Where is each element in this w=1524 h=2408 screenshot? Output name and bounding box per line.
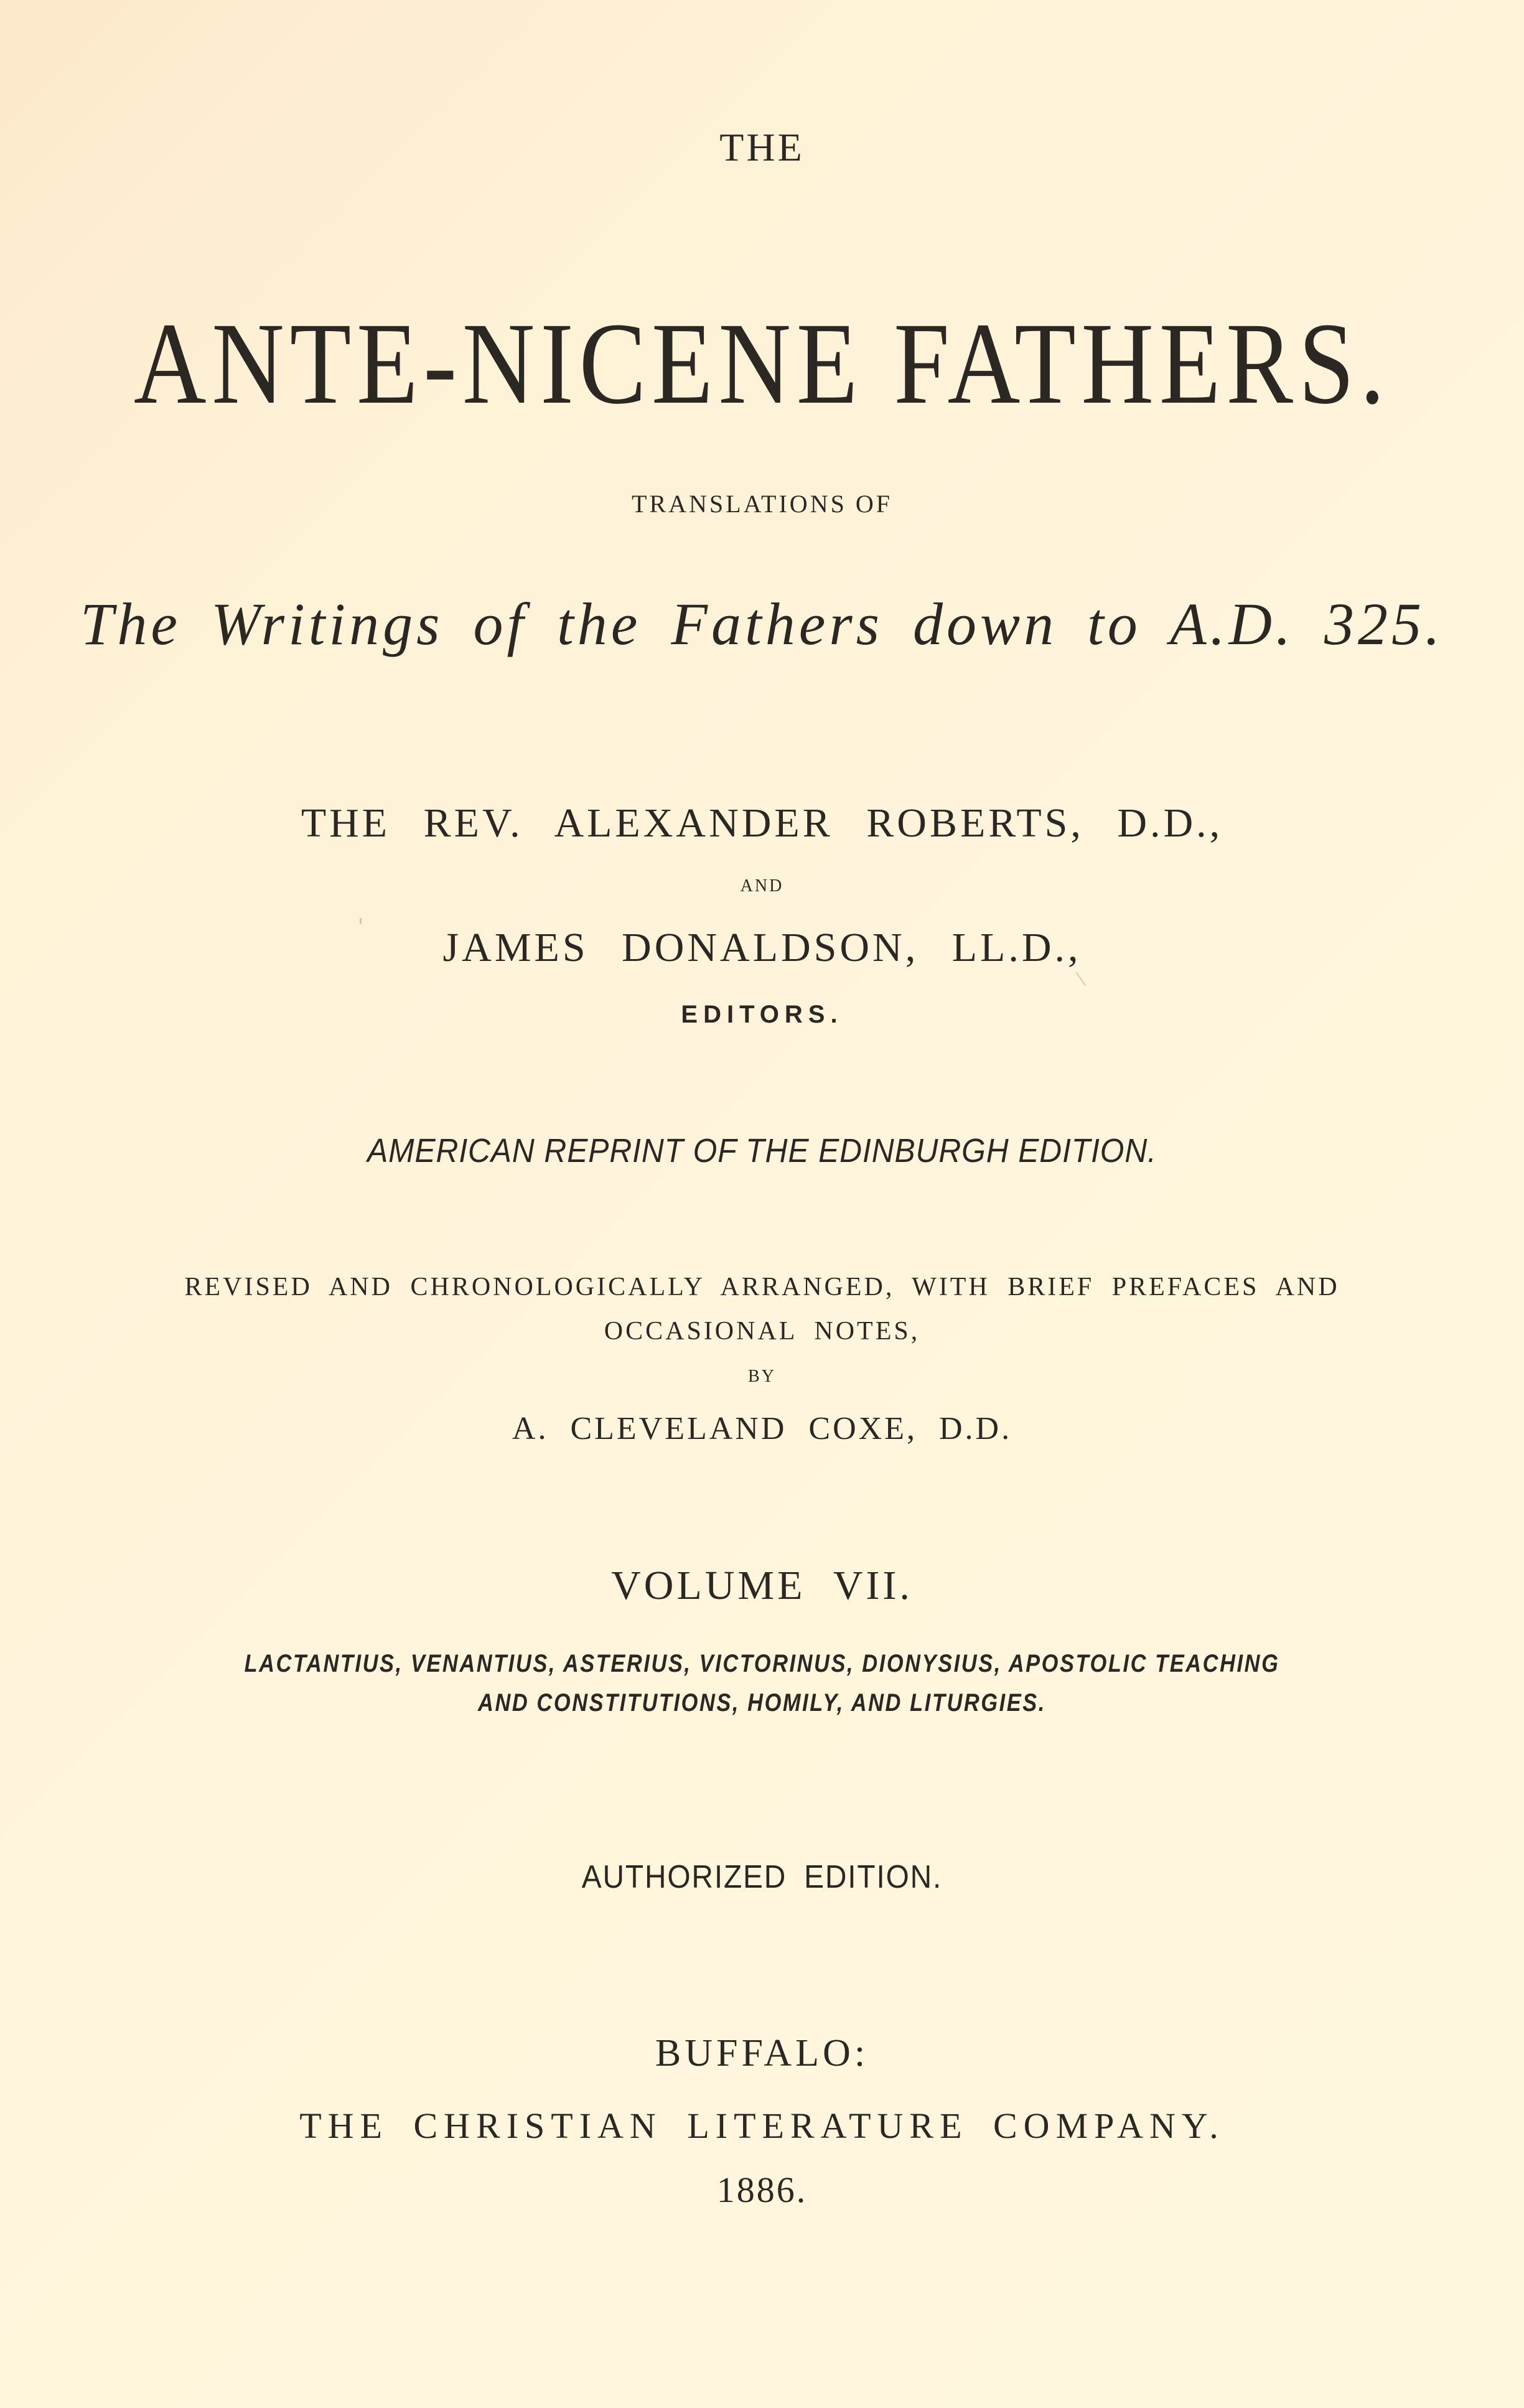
volume-contents-line-1: LACTANTIUS, VENANTIUS, ASTERIUS, VICTORINUS, DIONYSIUS, APOSTOLIC TEACHING [244,1650,1280,1677]
volume-number: VOLUME VII. [611,1563,913,1608]
translations-label: TRANSLATIONS OF [632,490,892,518]
editors-label: EDITORS. [681,1001,843,1028]
reviser-name: A. CLEVELAND COXE, D.D. [512,1411,1012,1446]
conjunction-and: AND [740,876,784,896]
editor-donaldson: JAMES DONALDSON, LL.D., [442,925,1082,970]
volume-contents-line-2: AND CONSTITUTIONS, HOMILY, AND LITURGIES. [478,1689,1046,1717]
imprint-city: BUFFALO: [655,2032,869,2074]
revision-line-1: REVISED AND CHRONOLOGICALLY ARRANGED, WITH BRIEF PREFACES AND [184,1273,1340,1301]
book-subtitle: The Writings of the Fathers down to A.D. 325. [80,591,1444,657]
imprint-year: 1886. [716,2170,808,2210]
paper-speck [360,918,362,924]
title-article: THE [719,125,805,169]
paper-mark [1076,972,1087,986]
revision-line-2: OCCASIONAL NOTES, [604,1317,920,1346]
reprint-note: AMERICAN REPRINT OF THE EDINBURGH EDITION. [367,1132,1157,1169]
edition-note: AUTHORIZED EDITION. [581,1859,943,1895]
book-title: ANTE-NICENE FATHERS. [133,298,1391,428]
by-label: BY [748,1367,776,1386]
editor-roberts: THE REV. ALEXANDER ROBERTS, D.D., [301,800,1223,846]
imprint-publisher: THE CHRISTIAN LITERATURE COMPANY. [299,2106,1225,2146]
